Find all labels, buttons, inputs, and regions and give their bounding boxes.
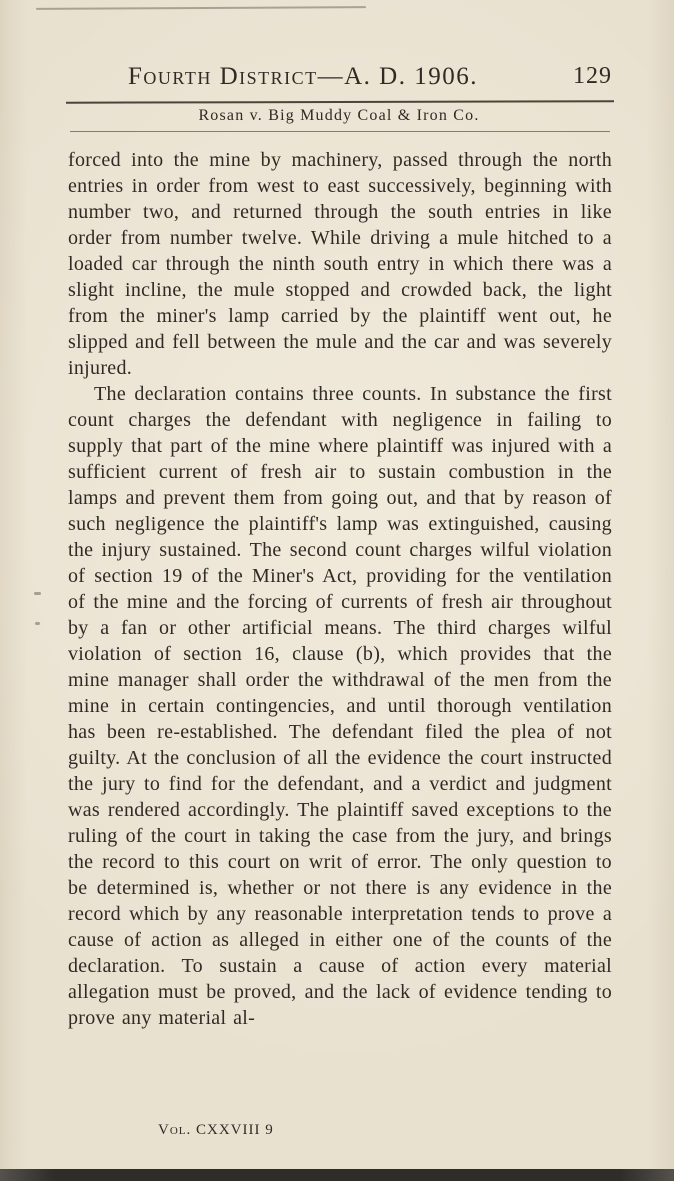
header-rule [66, 100, 614, 103]
bottom-scan-edge [0, 1169, 674, 1181]
page-number: 129 [573, 63, 612, 89]
paragraph: The declaration contains three counts. In substance the first count charges the defendant with negligence in failing to supply that part of the mine where plaintiff was injured with a sufficient current of fresh air to sustain combustion in the lamps and prevent them from going out, and that by reason of such negligence the plaintiff's lamp was extinguished, causing the injury sustained. The second count charges wilful violation of section 19 of the Miner's Act, providing for the ventilation of the mine and the forcing of currents of fresh air throughout by a fan or other artificial means. The third charges wilful violation of section 16, clause (b), which provides that the mine manager shall order the withdrawal of the men from the mine in certain contingencies, and until thorough ventilation has been re-established. The defendant filed the plea of not guilty. At the conclusion of all the evidence the court instructed the jury to find for the defendant, and a verdict and judgment was rendered accordingly. The plaintiff saved exceptions to the ruling of the court in taking the case from the jury, and brings the record to this court on writ of error. The only question to be determined is, whether or not there is any evidence in the record which by any reasonable interpretation tends to prove a cause of action as alleged in either one of the counts of the declaration. To sustain a cause of action every material allegation must be proved, and the lack of evidence tending to prove any material al- [68, 383, 612, 1029]
running-head [68, 63, 618, 93]
top-scan-edge [36, 6, 366, 10]
scan-artifact [34, 592, 41, 595]
paragraph: forced into the mine by machinery, passed through the north entries in order from west to east successively, beginning with number two, and returned through the south entries in like order from number twelve. While driving a mule hitched to a loaded car through the ninth south entry in which there was a slight incline, the mule stopped and crowded back, the light from the miner's lamp carried by the plaintiff went out, he slipped and fell between the mule and the car and was severely injured. [68, 149, 612, 379]
running-title: Fourth District—A. D. 1906. [128, 63, 478, 90]
body-text [68, 147, 612, 1031]
case-name: Rosan v. Big Muddy Coal & Iron Co. [198, 107, 480, 124]
case-name-rule [70, 131, 610, 132]
footer-volume-note: Vol. CXXVIII 9 [158, 1122, 274, 1138]
scan-artifact [35, 622, 40, 625]
